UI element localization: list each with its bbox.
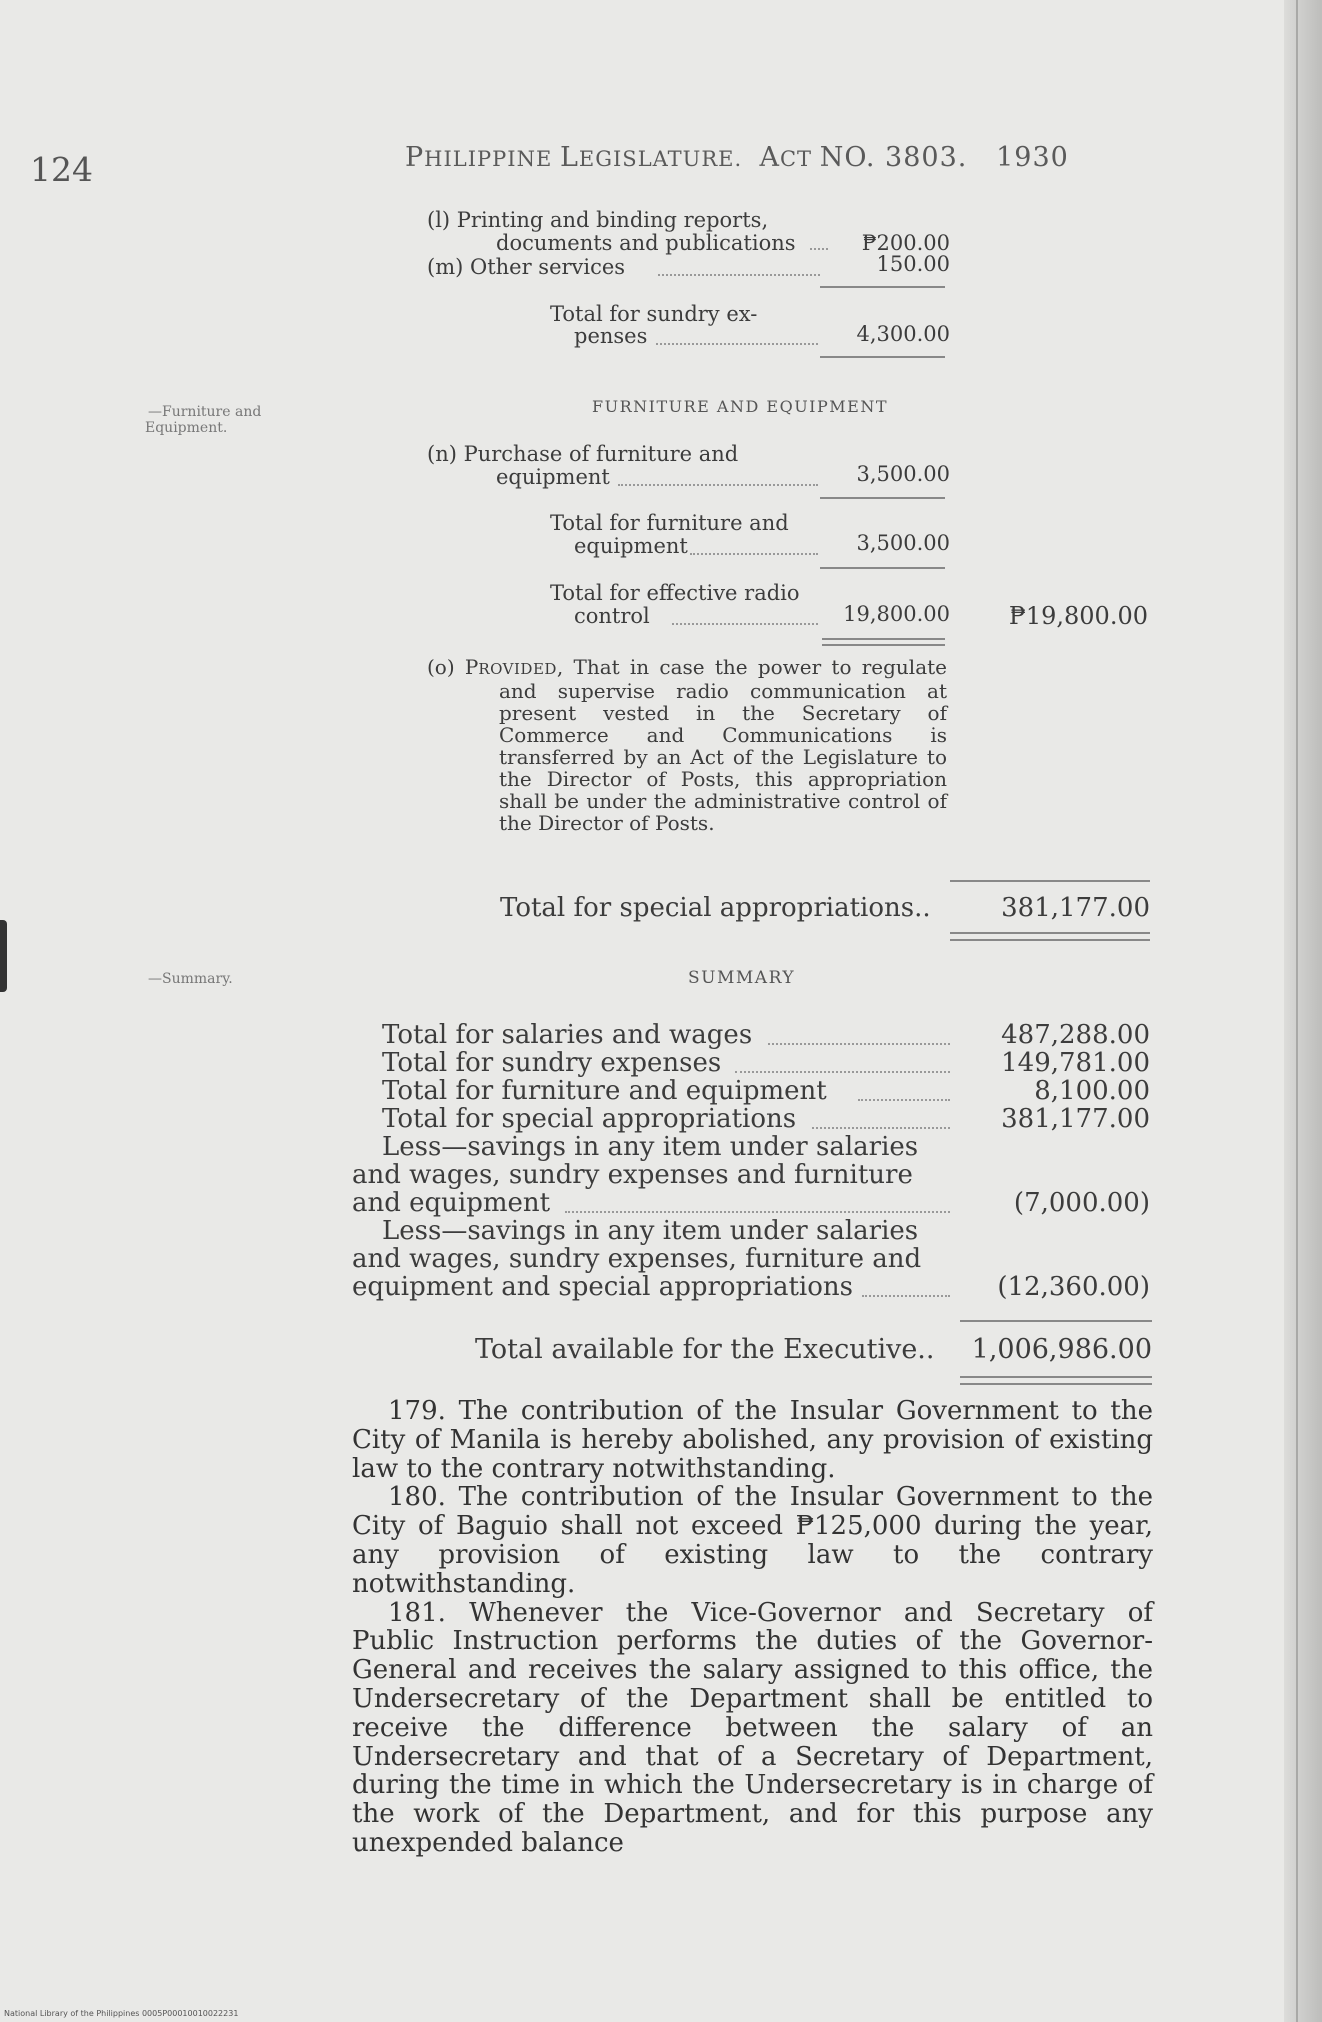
margin-note-furniture: —Furniture and bbox=[148, 404, 262, 420]
radio-total-label-cont: control bbox=[574, 604, 650, 628]
summary-row-amount: 149,781.00 bbox=[1001, 1048, 1150, 1078]
double-rule-top bbox=[822, 638, 945, 640]
item-n-label: (n) Purchase of furniture and bbox=[427, 442, 739, 466]
leader-dots bbox=[690, 553, 818, 555]
summary-row-label: Total for salaries and wages bbox=[382, 1020, 753, 1050]
summary-row-amount: 487,288.00 bbox=[1001, 1020, 1150, 1050]
leader-dots bbox=[618, 484, 818, 486]
executive-total-label: Total available for the Executive.. bbox=[475, 1334, 935, 1365]
radio-total-label: Total for effective radio bbox=[550, 581, 800, 605]
margin-note-equipment: Equipment. bbox=[145, 420, 228, 436]
sundry-total-label-cont: penses bbox=[574, 324, 648, 348]
item-n-amount: 3,500.00 bbox=[856, 462, 950, 486]
furniture-total-amount: 3,500.00 bbox=[856, 531, 950, 555]
less-savings-1-line3: and equipment bbox=[352, 1188, 551, 1218]
paragraph-180: 180. The contribution of the Insular Government to the City of Baguio shall not exceed ₱125,000 during the year, any provision of existing law to the contrary notwithstanding. bbox=[352, 1482, 1153, 1599]
executive-total-amount: 1,006,986.00 bbox=[971, 1334, 1152, 1365]
sundry-total-label: Total for sundry ex- bbox=[550, 302, 758, 326]
leader-dots bbox=[565, 1211, 950, 1213]
summary-row-label: Total for sundry expenses bbox=[382, 1048, 722, 1078]
item-l-label-cont: documents and publications bbox=[496, 231, 796, 255]
less-savings-1-line2: and wages, sundry expenses and furniture bbox=[352, 1160, 913, 1190]
item-n-label-cont: equipment bbox=[496, 465, 610, 489]
binding-mark bbox=[0, 920, 7, 992]
leader-dots bbox=[810, 248, 828, 250]
item-m-amount: 150.00 bbox=[876, 252, 950, 276]
item-l-label: (l) Printing and binding reports, bbox=[427, 208, 769, 232]
special-total-label: Total for special appropriations.. bbox=[500, 893, 931, 923]
double-rule-top bbox=[960, 1376, 1152, 1378]
leader-dots bbox=[735, 1071, 950, 1073]
summary-row-amount: 8,100.00 bbox=[1034, 1076, 1150, 1106]
scan-footer: National Library of the Philippines 0005P00010010022231 bbox=[4, 2009, 239, 2018]
summary-row-label: Total for special appropriations bbox=[382, 1104, 797, 1134]
sum-rule bbox=[820, 286, 945, 288]
sum-rule bbox=[950, 880, 1150, 882]
less-savings-2-line2: and wages, sundry expenses, furniture and bbox=[352, 1244, 922, 1274]
page-edge-line bbox=[1296, 0, 1298, 2022]
double-rule-bottom bbox=[822, 644, 945, 646]
leader-dots bbox=[858, 1099, 950, 1101]
sundry-total-amount: 4,300.00 bbox=[856, 322, 950, 346]
sum-rule bbox=[820, 356, 945, 358]
less-savings-1-amount: (7,000.00) bbox=[1013, 1188, 1150, 1218]
sum-rule bbox=[960, 1320, 1152, 1322]
furniture-total-label-cont: equipment bbox=[574, 534, 688, 558]
less-savings-1-line1: Less—savings in any item under salaries bbox=[382, 1132, 919, 1162]
paragraph-181: 181. Whenever the Vice-Governor and Secretary of Public Instruction performs the duties of the Governor-General and receives the salary assigned to this office, the Undersecretary of the Department shall be entitled to receive the difference between the salary of an Undersecretary and that of a Secretary of Department, during the time in which the Undersecretary is in charge of the work of the Department, and for this purpose any unexpended balance bbox=[352, 1597, 1153, 1858]
summary-row-label: Total for furniture and equipment bbox=[382, 1076, 827, 1106]
section-title-summary: SUMMARY bbox=[688, 968, 796, 988]
radio-total-amount-right: ₱19,800.00 bbox=[1008, 602, 1148, 630]
leader-dots bbox=[812, 1127, 950, 1129]
item-m-label: (m) Other services bbox=[427, 255, 626, 279]
margin-note-summary: —Summary. bbox=[148, 971, 233, 987]
special-total-amount: 381,177.00 bbox=[1001, 893, 1150, 923]
leader-dots bbox=[656, 343, 818, 345]
proviso-paragraph: (o) PROVIDED, That in case the power to regulate and supervise radio communication at present vested in the Secretary of Commerce and Communications is transferred by an Act of the Legislature to the Director of Posts, this appropriation shall be under the administrative control of the Director of Posts. bbox=[427, 655, 947, 835]
page-edge-shadow bbox=[1284, 0, 1322, 2022]
summary-row-amount: 381,177.00 bbox=[1001, 1104, 1150, 1134]
paragraph-179: 179. The contribution of the Insular Government to the City of Manila is hereby abolished, any provision of existing law to the contrary notwithstanding. bbox=[352, 1396, 1153, 1484]
item-l-amount: ₱200.00 bbox=[861, 231, 950, 255]
double-rule-bottom bbox=[950, 939, 1150, 941]
radio-total-amount: 19,800.00 bbox=[843, 602, 950, 626]
less-savings-2-line1: Less—savings in any item under salaries bbox=[382, 1216, 919, 1246]
less-savings-2-line3: equipment and special appropriations bbox=[352, 1272, 853, 1302]
sum-rule bbox=[820, 567, 945, 569]
leader-dots bbox=[658, 274, 820, 276]
section-title-furniture: FURNITURE AND EQUIPMENT bbox=[592, 397, 888, 416]
double-rule-top bbox=[950, 932, 1150, 934]
body-paragraphs bbox=[352, 1397, 1153, 1858]
double-rule-bottom bbox=[960, 1383, 1152, 1385]
sum-rule bbox=[820, 497, 945, 499]
running-header: PHILIPPINE LEGISLATURE. ACT NO. 3803. 1930 bbox=[405, 142, 1069, 173]
leader-dots bbox=[672, 623, 818, 625]
page-number: 124 bbox=[30, 150, 93, 189]
leader-dots bbox=[862, 1295, 950, 1297]
less-savings-2-amount: (12,360.00) bbox=[997, 1272, 1150, 1302]
furniture-total-label: Total for furniture and bbox=[550, 511, 789, 535]
leader-dots bbox=[768, 1043, 950, 1045]
